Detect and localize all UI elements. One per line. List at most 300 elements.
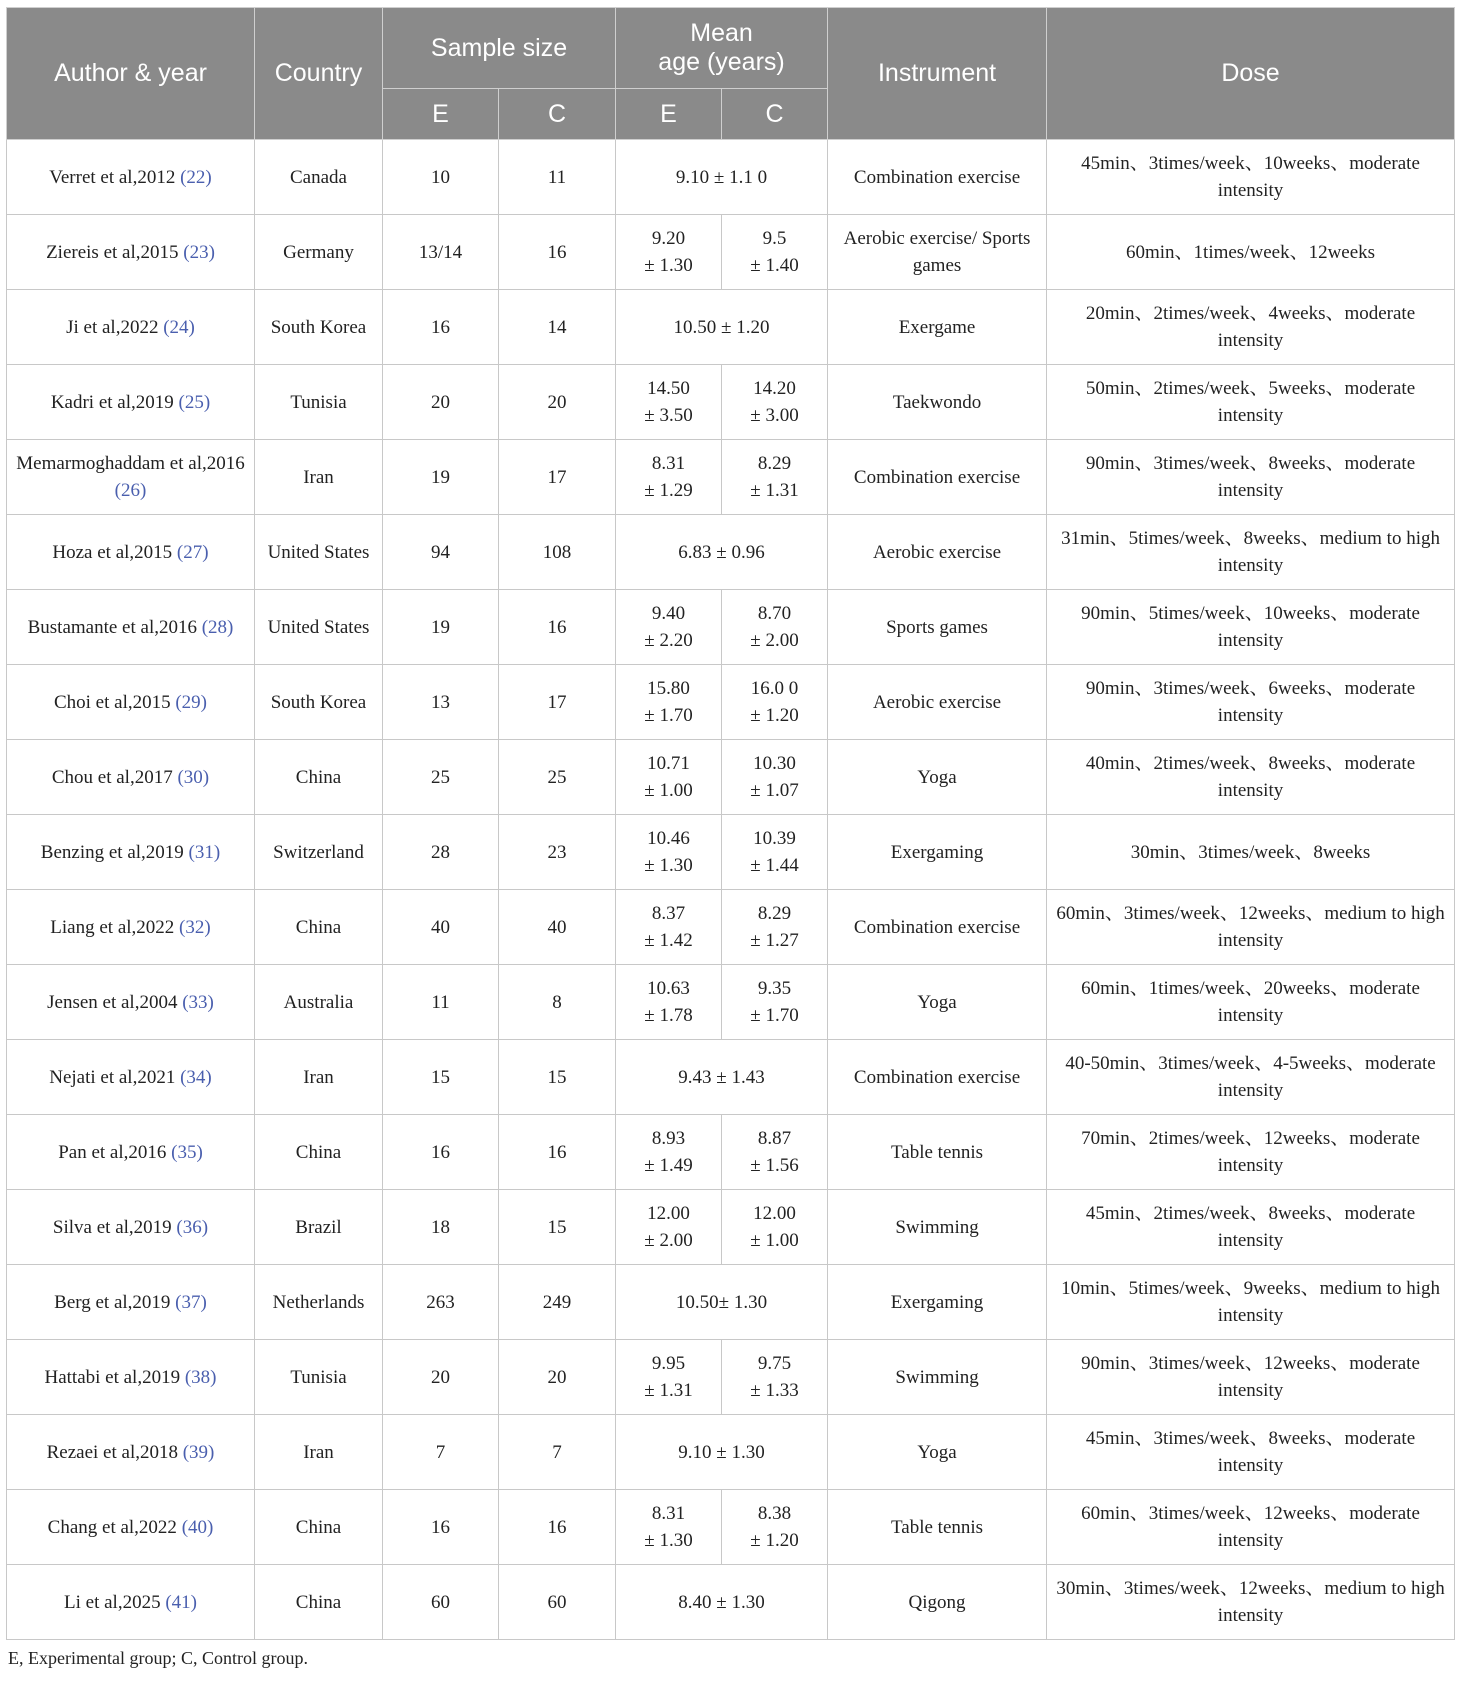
sample-c-text: 8 bbox=[552, 991, 562, 1013]
cell-author bbox=[7, 515, 255, 590]
country-text: Tunisia bbox=[290, 1366, 347, 1388]
cell-instrument bbox=[828, 1490, 1047, 1565]
cell-mean-age-e bbox=[616, 1490, 722, 1565]
dose-text: 10min、5times/week、9weeks、medium to high intensity bbox=[1061, 1278, 1440, 1326]
author-name: Hattabi et al,2019 bbox=[44, 1366, 185, 1388]
header-instrument: Instrument bbox=[828, 8, 1047, 140]
header-age-e: E bbox=[616, 89, 722, 140]
cell-author bbox=[7, 1490, 255, 1565]
table-row bbox=[7, 1490, 1455, 1565]
table-row bbox=[7, 1415, 1455, 1490]
cell-sample-c bbox=[499, 1040, 616, 1115]
sample-c-text: 11 bbox=[547, 166, 567, 188]
instrument-text: Combination exercise bbox=[853, 166, 1021, 188]
age-e-mean: 10.63 bbox=[647, 978, 690, 999]
dose-text: 90min、3times/week、8weeks、moderate intensity bbox=[1085, 453, 1416, 501]
cell-instrument bbox=[828, 1340, 1047, 1415]
cell-dose bbox=[1047, 1115, 1455, 1190]
reference-link[interactable]: (40) bbox=[181, 1516, 214, 1538]
cell-country bbox=[255, 815, 383, 890]
table-row bbox=[7, 740, 1455, 815]
cell-country bbox=[255, 1565, 383, 1640]
reference-link[interactable]: (24) bbox=[163, 316, 195, 338]
mean-age-text: 10.50± 1.30 bbox=[675, 1291, 768, 1313]
instrument-text: Swimming bbox=[895, 1216, 979, 1238]
reference-link[interactable]: (34) bbox=[180, 1066, 212, 1088]
dose-text: 90min、3times/week、12weeks、moderate intensity bbox=[1081, 1353, 1420, 1401]
cell-sample-c bbox=[499, 965, 616, 1040]
instrument-text: Yoga bbox=[917, 991, 957, 1013]
header-mean-age bbox=[616, 8, 828, 89]
age-c-sd: ± 1.00 bbox=[750, 1230, 799, 1251]
cell-dose bbox=[1047, 215, 1455, 290]
sample-e-text: 19 bbox=[431, 616, 450, 638]
cell-sample-e bbox=[383, 1115, 499, 1190]
cell-mean-age-e bbox=[616, 1340, 722, 1415]
sample-e-text: 10 bbox=[431, 166, 450, 188]
cell-country bbox=[255, 215, 383, 290]
sample-c-text: 16 bbox=[547, 1516, 567, 1538]
cell-instrument bbox=[828, 1265, 1047, 1340]
cell-sample-e bbox=[383, 590, 499, 665]
country-text: Australia bbox=[283, 991, 354, 1013]
cell-author bbox=[7, 140, 255, 215]
cell-mean-age-c bbox=[722, 965, 828, 1040]
sample-c-text: 16 bbox=[547, 1141, 567, 1163]
age-c-sd: ± 1.20 bbox=[750, 1530, 799, 1551]
sample-e-text: 40 bbox=[431, 916, 450, 938]
country-text: United States bbox=[267, 541, 370, 563]
age-e-sd: ± 1.00 bbox=[644, 780, 693, 801]
dose-text: 30min、3times/week、12weeks、medium to high intensity bbox=[1056, 1578, 1445, 1626]
reference-link[interactable]: (26) bbox=[114, 480, 147, 501]
cell-mean-age-e bbox=[616, 815, 722, 890]
cell-instrument bbox=[828, 1040, 1047, 1115]
cell-mean-age-c bbox=[722, 440, 828, 515]
cell-instrument bbox=[828, 515, 1047, 590]
age-e-sd: ± 1.42 bbox=[644, 930, 693, 951]
age-c-mean: 8.70 bbox=[757, 603, 792, 624]
cell-country bbox=[255, 365, 383, 440]
sample-c-text: 249 bbox=[542, 1291, 572, 1313]
cell-mean-age-e bbox=[616, 740, 722, 815]
cell-instrument bbox=[828, 815, 1047, 890]
reference-link[interactable]: (22) bbox=[180, 166, 212, 188]
dose-text: 45min、3times/week、10weeks、moderate intensity bbox=[1081, 153, 1420, 201]
header-age-c: C bbox=[722, 89, 828, 140]
sample-e-text: 11 bbox=[431, 991, 450, 1013]
reference-link[interactable]: (37) bbox=[175, 1291, 207, 1313]
cell-dose bbox=[1047, 590, 1455, 665]
cell-dose bbox=[1047, 1490, 1455, 1565]
author-name: Li et al,2025 bbox=[64, 1591, 166, 1613]
age-e-sd: ± 1.30 bbox=[644, 255, 693, 276]
cell-mean-age bbox=[616, 1265, 828, 1340]
cell-author bbox=[7, 890, 255, 965]
sample-e-text: 16 bbox=[431, 1141, 450, 1163]
cell-author bbox=[7, 1265, 255, 1340]
cell-instrument bbox=[828, 1565, 1047, 1640]
mean-age-text: 9.10 ± 1.30 bbox=[678, 1441, 765, 1463]
cell-sample-e bbox=[383, 965, 499, 1040]
instrument-text: Combination exercise bbox=[853, 1066, 1021, 1088]
dose-text: 60min、1times/week、12weeks bbox=[1125, 241, 1376, 263]
dose-text: 60min、3times/week、12weeks、medium to high intensity bbox=[1056, 903, 1445, 951]
cell-mean-age-c bbox=[722, 215, 828, 290]
age-c-mean: 9.35 bbox=[757, 978, 792, 999]
cell-sample-e bbox=[383, 1565, 499, 1640]
reference-link[interactable]: (30) bbox=[177, 766, 210, 788]
country-text: Switzerland bbox=[273, 841, 364, 863]
cell-country bbox=[255, 1115, 383, 1190]
age-c-mean: 12.00 bbox=[753, 1203, 796, 1224]
instrument-text: Combination exercise bbox=[853, 466, 1021, 488]
age-c-sd: ± 1.31 bbox=[750, 480, 799, 501]
age-e-mean: 10.46 bbox=[647, 828, 690, 849]
studies-table bbox=[6, 7, 1455, 1640]
instrument-text: Table tennis bbox=[891, 1141, 984, 1163]
table-row bbox=[7, 965, 1455, 1040]
cell-author bbox=[7, 590, 255, 665]
instrument-text: Combination exercise bbox=[853, 916, 1021, 938]
cell-author bbox=[7, 215, 255, 290]
cell-author bbox=[7, 965, 255, 1040]
cell-dose bbox=[1047, 440, 1455, 515]
cell-instrument bbox=[828, 590, 1047, 665]
cell-sample-c bbox=[499, 1115, 616, 1190]
cell-mean-age-c bbox=[722, 1115, 828, 1190]
dose-text: 45min、2times/week、8weeks、moderate intensity bbox=[1085, 1203, 1416, 1251]
cell-mean-age-c bbox=[722, 665, 828, 740]
country-text: China bbox=[295, 1516, 342, 1538]
cell-author bbox=[7, 815, 255, 890]
table-row bbox=[7, 1040, 1455, 1115]
sample-c-text: 16 bbox=[547, 616, 567, 638]
age-c-mean: 9.5 bbox=[762, 228, 787, 249]
cell-country bbox=[255, 1040, 383, 1115]
country-text: Iran bbox=[303, 466, 334, 488]
table-row bbox=[7, 665, 1455, 740]
reference-link[interactable]: (27) bbox=[176, 541, 209, 563]
instrument-text: Taekwondo bbox=[892, 391, 982, 413]
cell-country bbox=[255, 1265, 383, 1340]
cell-dose bbox=[1047, 1565, 1455, 1640]
cell-dose bbox=[1047, 740, 1455, 815]
instrument-text: Aerobic exercise bbox=[872, 691, 1002, 713]
dose-text: 40-50min、3times/week、4-5weeks、moderate intensity bbox=[1065, 1053, 1436, 1101]
age-e-sd: ± 1.78 bbox=[644, 1005, 693, 1026]
age-e-mean: 12.00 bbox=[647, 1203, 690, 1224]
sample-e-text: 13/14 bbox=[418, 241, 463, 263]
sample-e-text: 60 bbox=[431, 1591, 450, 1613]
instrument-text: Exergaming bbox=[890, 841, 984, 863]
cell-dose bbox=[1047, 665, 1455, 740]
instrument-text: Sports games bbox=[886, 616, 988, 638]
age-e-mean: 9.20 bbox=[651, 228, 686, 249]
age-e-mean: 8.31 bbox=[651, 1503, 686, 1524]
author-name: Hoza et al,2015 bbox=[52, 541, 177, 563]
cell-sample-e bbox=[383, 290, 499, 365]
cell-mean-age-c bbox=[722, 1190, 828, 1265]
age-c-sd: ± 1.33 bbox=[750, 1380, 799, 1401]
cell-instrument bbox=[828, 440, 1047, 515]
sample-c-text: 14 bbox=[547, 316, 567, 338]
cell-sample-e bbox=[383, 215, 499, 290]
cell-sample-c bbox=[499, 290, 616, 365]
table-row bbox=[7, 1115, 1455, 1190]
reference-link[interactable]: (32) bbox=[179, 916, 211, 938]
age-e-mean: 8.37 bbox=[651, 903, 686, 924]
reference-link[interactable]: (39) bbox=[182, 1441, 215, 1463]
age-c-sd: ± 1.44 bbox=[750, 855, 799, 876]
age-c-sd: ± 1.70 bbox=[750, 1005, 799, 1026]
cell-mean-age bbox=[616, 515, 828, 590]
reference-link[interactable]: (28) bbox=[201, 616, 234, 638]
cell-country bbox=[255, 140, 383, 215]
dose-text: 70min、2times/week、12weeks、moderate intensity bbox=[1081, 1128, 1420, 1176]
header-dose: Dose bbox=[1047, 8, 1455, 140]
mean-age-text: 9.10 ± 1.1 0 bbox=[675, 166, 768, 188]
cell-sample-c bbox=[499, 815, 616, 890]
reference-link[interactable]: (36) bbox=[176, 1216, 209, 1238]
country-text: South Korea bbox=[270, 691, 367, 713]
sample-e-text: 28 bbox=[431, 841, 450, 863]
reference-link[interactable]: (25) bbox=[178, 391, 211, 413]
cell-mean-age bbox=[616, 1565, 828, 1640]
sample-c-text: 25 bbox=[547, 766, 567, 788]
cell-dose bbox=[1047, 1265, 1455, 1340]
author-name: Choi et al,2015 bbox=[53, 691, 176, 713]
cell-instrument bbox=[828, 740, 1047, 815]
dose-text: 90min、5times/week、10weeks、moderate intensity bbox=[1081, 603, 1420, 651]
cell-mean-age-c bbox=[722, 590, 828, 665]
cell-author bbox=[7, 1565, 255, 1640]
age-e-mean: 8.93 bbox=[651, 1128, 686, 1149]
age-c-sd: ± 3.00 bbox=[750, 405, 799, 426]
mean-age-text: 8.40 ± 1.30 bbox=[678, 1591, 765, 1613]
age-e-mean: 15.80 bbox=[647, 678, 690, 699]
table-row bbox=[7, 890, 1455, 965]
cell-author bbox=[7, 290, 255, 365]
sample-c-text: 20 bbox=[547, 1366, 567, 1388]
author-name: Memarmoghaddam et al,2016 bbox=[16, 453, 245, 474]
cell-country bbox=[255, 740, 383, 815]
instrument-text: Table tennis bbox=[891, 1516, 984, 1538]
cell-sample-c bbox=[499, 440, 616, 515]
sample-e-text: 94 bbox=[431, 541, 450, 563]
cell-mean-age-e bbox=[616, 1190, 722, 1265]
table-row bbox=[7, 590, 1455, 665]
sample-e-text: 7 bbox=[435, 1441, 446, 1463]
country-text: Germany bbox=[283, 241, 354, 263]
dose-text: 90min、3times/week、6weeks、moderate intensity bbox=[1085, 678, 1416, 726]
table-footnote: E, Experimental group; C, Control group. bbox=[8, 1648, 308, 1668]
age-c-sd: ± 1.27 bbox=[750, 930, 799, 951]
age-c-mean: 10.39 bbox=[753, 828, 796, 849]
cell-mean-age-e bbox=[616, 590, 722, 665]
sample-c-text: 60 bbox=[547, 1591, 567, 1613]
cell-sample-c bbox=[499, 1565, 616, 1640]
age-e-sd: ± 1.31 bbox=[644, 1380, 693, 1401]
author-name: Verret et al,2012 bbox=[49, 166, 181, 188]
cell-mean-age-c bbox=[722, 1340, 828, 1415]
country-text: Canada bbox=[290, 166, 347, 188]
author-name: Kadri et al,2019 bbox=[50, 391, 179, 413]
dose-text: 20min、2times/week、4weeks、moderate intensity bbox=[1085, 303, 1416, 351]
table-row bbox=[7, 1340, 1455, 1415]
table-row bbox=[7, 515, 1455, 590]
sample-c-text: 40 bbox=[547, 916, 567, 938]
cell-instrument bbox=[828, 140, 1047, 215]
reference-link[interactable]: (41) bbox=[165, 1591, 197, 1613]
dose-text: 45min、3times/week、8weeks、moderate intensity bbox=[1085, 1428, 1416, 1476]
cell-sample-e bbox=[383, 140, 499, 215]
table-row bbox=[7, 290, 1455, 365]
cell-mean-age bbox=[616, 290, 828, 365]
header-country: Country bbox=[255, 8, 383, 140]
age-c-mean: 8.38 bbox=[757, 1503, 792, 1524]
age-c-sd: ± 1.20 bbox=[750, 705, 799, 726]
cell-mean-age-e bbox=[616, 365, 722, 440]
author-name: Ziereis et al,2015 bbox=[46, 241, 184, 263]
sample-c-text: 15 bbox=[547, 1216, 567, 1238]
sample-c-text: 16 bbox=[547, 241, 567, 263]
cell-mean-age-e bbox=[616, 890, 722, 965]
age-e-sd: ± 2.20 bbox=[644, 630, 693, 651]
header-sample-c: C bbox=[499, 89, 616, 140]
sample-e-text: 25 bbox=[431, 766, 450, 788]
age-c-sd: ± 2.00 bbox=[750, 630, 799, 651]
age-e-sd: ± 3.50 bbox=[644, 405, 693, 426]
sample-c-text: 17 bbox=[547, 466, 567, 488]
country-text: Tunisia bbox=[290, 391, 347, 413]
dose-text: 30min、3times/week、8weeks bbox=[1130, 841, 1371, 863]
cell-author bbox=[7, 740, 255, 815]
table-container bbox=[6, 7, 1454, 1669]
instrument-text: Qigong bbox=[908, 1591, 966, 1613]
reference-link[interactable]: (23) bbox=[183, 241, 215, 263]
reference-link[interactable]: (33) bbox=[182, 991, 214, 1013]
table-row bbox=[7, 1265, 1455, 1340]
age-e-sd: ± 1.30 bbox=[644, 855, 693, 876]
cell-country bbox=[255, 665, 383, 740]
reference-link[interactable]: (29) bbox=[175, 691, 208, 713]
author-name: Bustamante et al,2016 bbox=[27, 616, 202, 638]
age-e-mean: 14.50 bbox=[647, 378, 690, 399]
cell-sample-c bbox=[499, 1490, 616, 1565]
sample-e-text: 16 bbox=[431, 1516, 450, 1538]
sample-c-text: 20 bbox=[547, 391, 567, 413]
age-e-mean: 9.95 bbox=[651, 1353, 686, 1374]
cell-country bbox=[255, 440, 383, 515]
cell-dose bbox=[1047, 1190, 1455, 1265]
instrument-text: Exergaming bbox=[890, 1291, 984, 1313]
country-text: Brazil bbox=[295, 1216, 342, 1238]
table-row bbox=[7, 365, 1455, 440]
cell-sample-c bbox=[499, 1265, 616, 1340]
cell-country bbox=[255, 965, 383, 1040]
age-c-mean: 8.87 bbox=[757, 1128, 792, 1149]
cell-dose bbox=[1047, 140, 1455, 215]
cell-mean-age-c bbox=[722, 815, 828, 890]
cell-dose bbox=[1047, 1040, 1455, 1115]
author-name: Chou et al,2017 bbox=[51, 766, 178, 788]
dose-text: 50min、2times/week、5weeks、moderate intensity bbox=[1085, 378, 1416, 426]
cell-sample-c bbox=[499, 740, 616, 815]
header-mean-age-line1: Mean bbox=[690, 19, 753, 47]
cell-dose bbox=[1047, 1415, 1455, 1490]
cell-author bbox=[7, 440, 255, 515]
cell-dose bbox=[1047, 290, 1455, 365]
cell-sample-c bbox=[499, 1415, 616, 1490]
age-c-mean: 16.0 0 bbox=[750, 678, 799, 699]
cell-dose bbox=[1047, 815, 1455, 890]
country-text: China bbox=[295, 1591, 342, 1613]
cell-instrument bbox=[828, 1190, 1047, 1265]
cell-author bbox=[7, 1415, 255, 1490]
instrument-text: Yoga bbox=[917, 1441, 957, 1463]
table-row bbox=[7, 1565, 1455, 1640]
author-name: Liang et al,2022 bbox=[50, 916, 180, 938]
cell-country bbox=[255, 515, 383, 590]
cell-sample-e bbox=[383, 1490, 499, 1565]
header-author: Author & year bbox=[7, 8, 255, 140]
cell-mean-age bbox=[616, 140, 828, 215]
cell-sample-e bbox=[383, 1415, 499, 1490]
author-name: Rezaei et al,2018 bbox=[46, 1441, 183, 1463]
reference-link[interactable]: (35) bbox=[171, 1141, 203, 1163]
mean-age-text: 9.43 ± 1.43 bbox=[678, 1066, 765, 1088]
sample-e-text: 20 bbox=[431, 1366, 450, 1388]
cell-sample-e bbox=[383, 1190, 499, 1265]
cell-instrument bbox=[828, 965, 1047, 1040]
cell-mean-age-e bbox=[616, 1115, 722, 1190]
reference-link[interactable]: (31) bbox=[188, 841, 221, 863]
reference-link[interactable]: (38) bbox=[184, 1366, 217, 1388]
age-c-mean: 14.20 bbox=[753, 378, 796, 399]
cell-dose bbox=[1047, 890, 1455, 965]
cell-mean-age-e bbox=[616, 965, 722, 1040]
cell-instrument bbox=[828, 1415, 1047, 1490]
country-text: China bbox=[295, 1141, 342, 1163]
cell-sample-e bbox=[383, 365, 499, 440]
age-e-sd: ± 2.00 bbox=[644, 1230, 693, 1251]
cell-country bbox=[255, 1190, 383, 1265]
author-name: Silva et al,2019 bbox=[52, 1216, 177, 1238]
age-e-sd: ± 1.29 bbox=[644, 480, 693, 501]
cell-author bbox=[7, 1115, 255, 1190]
age-c-sd: ± 1.07 bbox=[750, 780, 799, 801]
author-name: Berg et al,2019 bbox=[54, 1291, 176, 1313]
cell-sample-c bbox=[499, 665, 616, 740]
cell-sample-c bbox=[499, 140, 616, 215]
cell-sample-e bbox=[383, 1265, 499, 1340]
dose-text: 60min、3times/week、12weeks、moderate intensity bbox=[1081, 1503, 1420, 1551]
header-mean-age-line2: age (years) bbox=[658, 48, 785, 76]
cell-instrument bbox=[828, 365, 1047, 440]
cell-dose bbox=[1047, 965, 1455, 1040]
header-sample-e: E bbox=[383, 89, 499, 140]
cell-instrument bbox=[828, 1115, 1047, 1190]
cell-mean-age-c bbox=[722, 890, 828, 965]
table-row bbox=[7, 215, 1455, 290]
country-text: United States bbox=[267, 616, 370, 638]
sample-e-text: 263 bbox=[426, 1291, 455, 1313]
table-row bbox=[7, 440, 1455, 515]
cell-sample-c bbox=[499, 1190, 616, 1265]
cell-sample-e bbox=[383, 665, 499, 740]
cell-mean-age-e bbox=[616, 665, 722, 740]
